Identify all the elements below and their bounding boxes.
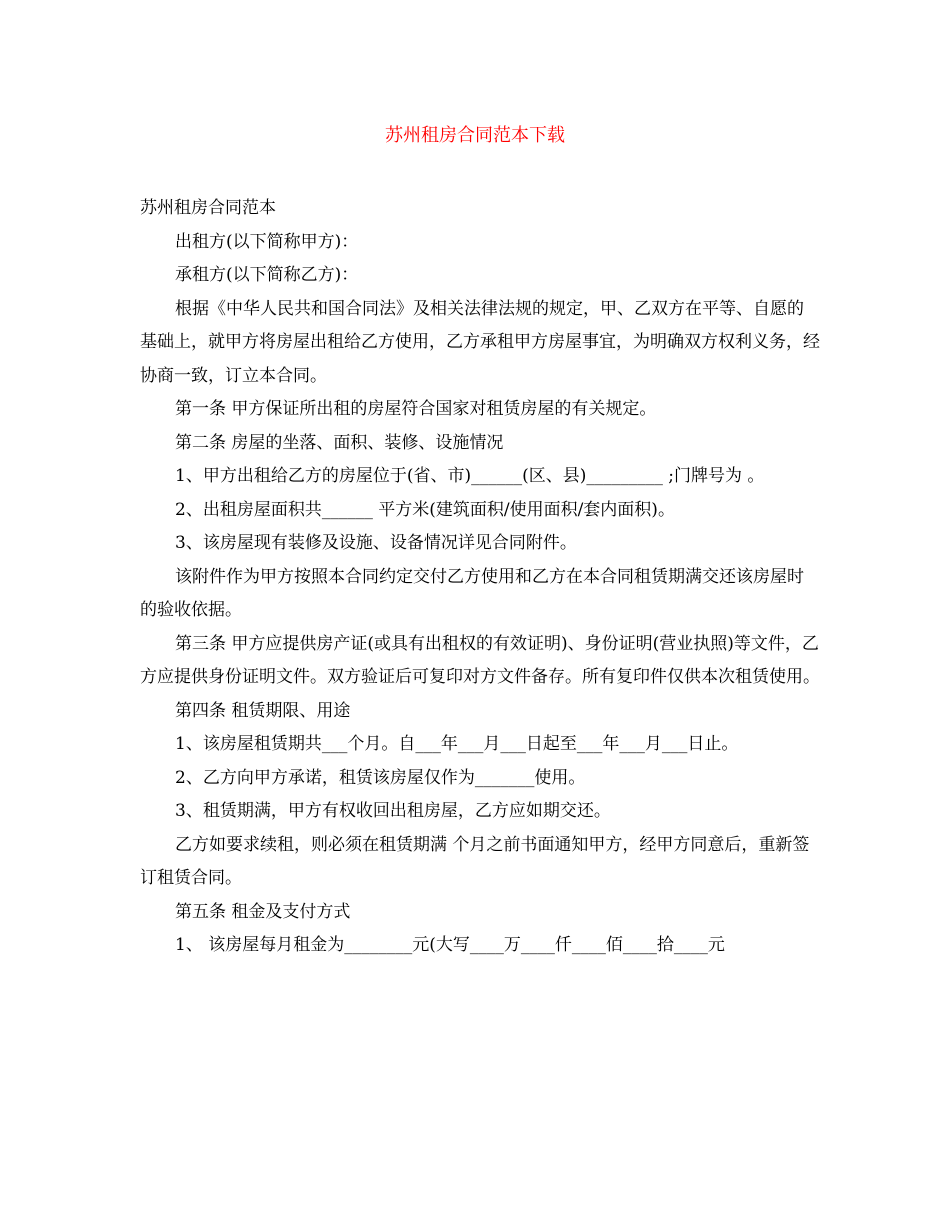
document-title: 苏州租房合同范本下载 [385,125,565,146]
paragraph: 第二条 房屋的坐落、面积、装修、设施情况 [175,432,504,453]
paragraph: 苏州租房合同范本 [140,198,276,218]
document-body [140,192,820,963]
paragraph: 第四条 租赁期限、用途 [175,700,351,721]
paragraph: 第三条 甲方应提供房产证(或具有出租权的有效证明)、身份证明(营业执照)等文件，乙方应提供身份证明文件。双方验证后可复印对方文件备存。所有复印件仅供本次租赁使用。 [140,633,820,687]
paragraph: 出租方(以下简称甲方)： [175,231,359,252]
paragraph: 3、租赁期满，甲方有权收回出租房屋，乙方应如期交还。 [175,801,611,821]
paragraph: 2、乙方向甲方承诺，租赁该房屋仅作为_______使用。 [175,767,586,788]
paragraph: 2、出租房屋面积共______ 平方米(建筑面积/使用面积/套内面积)。 [175,499,675,520]
paragraph: 1、甲方出租给乙方的房屋位于(省、市)______(区、县)_________ ;门牌号为 。 [175,466,765,486]
paragraph: 该附件作为甲方按照本合同约定交付乙方使用和乙方在本合同租赁期满交还该房屋时的验收依据。 [140,566,804,620]
paragraph: 1、该房屋租赁期共___个月。自___年___月___日起至___年___月___日止。 [175,734,739,754]
paragraph: 1、 该房屋每月租金为________元(大写____万____仟____佰____拾____元 [175,935,725,955]
paragraph: 3、该房屋现有装修及设施、设备情况详见合同附件。 [175,533,577,553]
paragraph: 第五条 租金及支付方式 [175,901,351,922]
paragraph: 乙方如要求续租，则必须在租赁期满 个月之前书面通知甲方，经甲方同意后，重新签订租赁合同。 [140,834,810,888]
paragraph: 承租方(以下简称乙方)： [175,265,359,285]
paragraph: 第一条 甲方保证所出租的房屋符合国家对租赁房屋的有关规定。 [175,399,657,419]
paragraph: 根据《中华人民共和国合同法》及相关法律法规的规定，甲、乙双方在平等、自愿的基础上，就甲方将房屋出租给乙方使用，乙方承租甲方房屋事宜，为明确双方权利义务，经协商一致，订立本合同。 [140,298,820,386]
